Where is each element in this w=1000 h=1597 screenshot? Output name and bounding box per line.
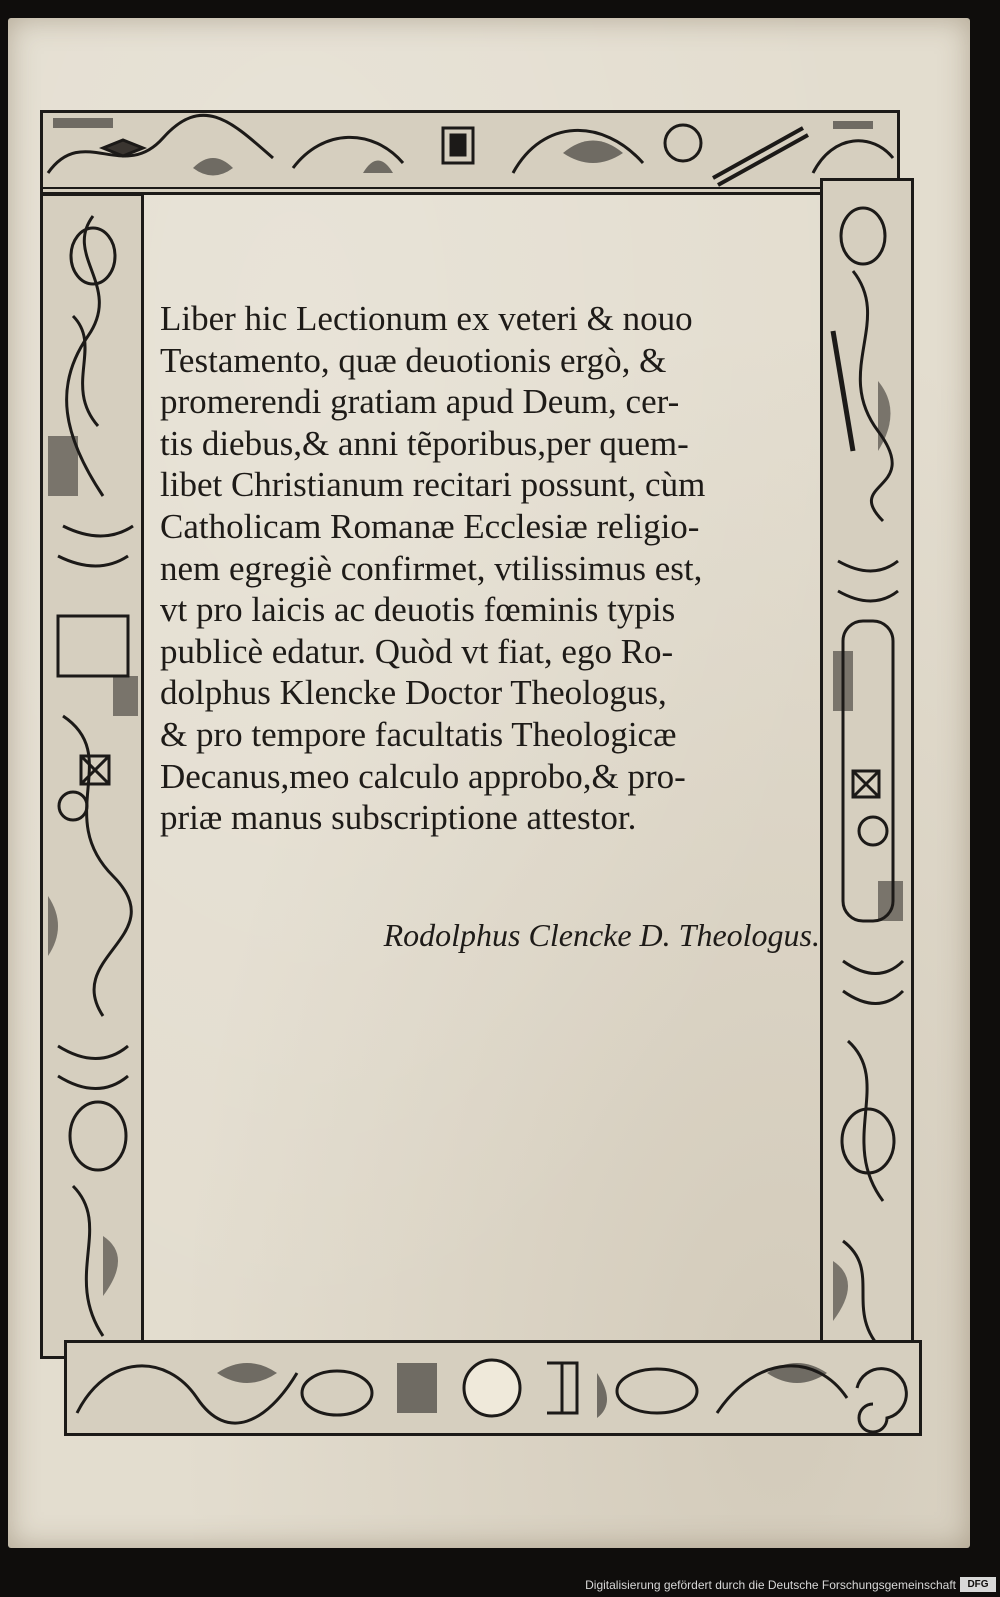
text-line: promerendi gratiam apud Deum, cer- [160, 382, 680, 422]
text-line: Testamento, quæ deuotionis ergò, & [160, 340, 667, 380]
woodcut-border-bottom [64, 1340, 922, 1436]
digitization-credit: Digitalisierung gefördert durch die Deutsche Forschungsgemeinschaft [585, 1578, 956, 1592]
dfg-logo: DFG [960, 1577, 996, 1592]
approbation-text [160, 298, 808, 839]
text-line: & pro tempore facultatis Theologicæ [160, 714, 677, 754]
text-line: libet Christianum recitari possunt, cùm [160, 465, 706, 505]
signature: Rodolphus Clencke D. Theologus. [383, 917, 820, 953]
text-line: Decanus,meo calculo approbo,& pro- [160, 756, 686, 796]
text-line: nem egregiè confirmet, vtilissimus est, [160, 548, 703, 588]
woodcut-border-right [820, 178, 914, 1360]
text-line: tis diebus,& anni tẽporibus,per quem- [160, 423, 689, 463]
text-line: priæ manus subscriptione attestor. [160, 798, 637, 838]
text-line: Liber hic Lectionum ex veteri & nouo [160, 299, 693, 338]
text-line: publicè edatur. Quòd vt fiat, ego Ro- [160, 631, 674, 671]
text-line: vt pro laicis ac deuotis fœminis typis [160, 590, 676, 630]
text-line: dolphus Klencke Doctor Theologus, [160, 673, 667, 713]
woodcut-border-left [40, 193, 144, 1359]
woodcut-border-top [40, 110, 900, 195]
text-line: Catholicam Romanæ Ecclesiæ religio- [160, 506, 700, 546]
